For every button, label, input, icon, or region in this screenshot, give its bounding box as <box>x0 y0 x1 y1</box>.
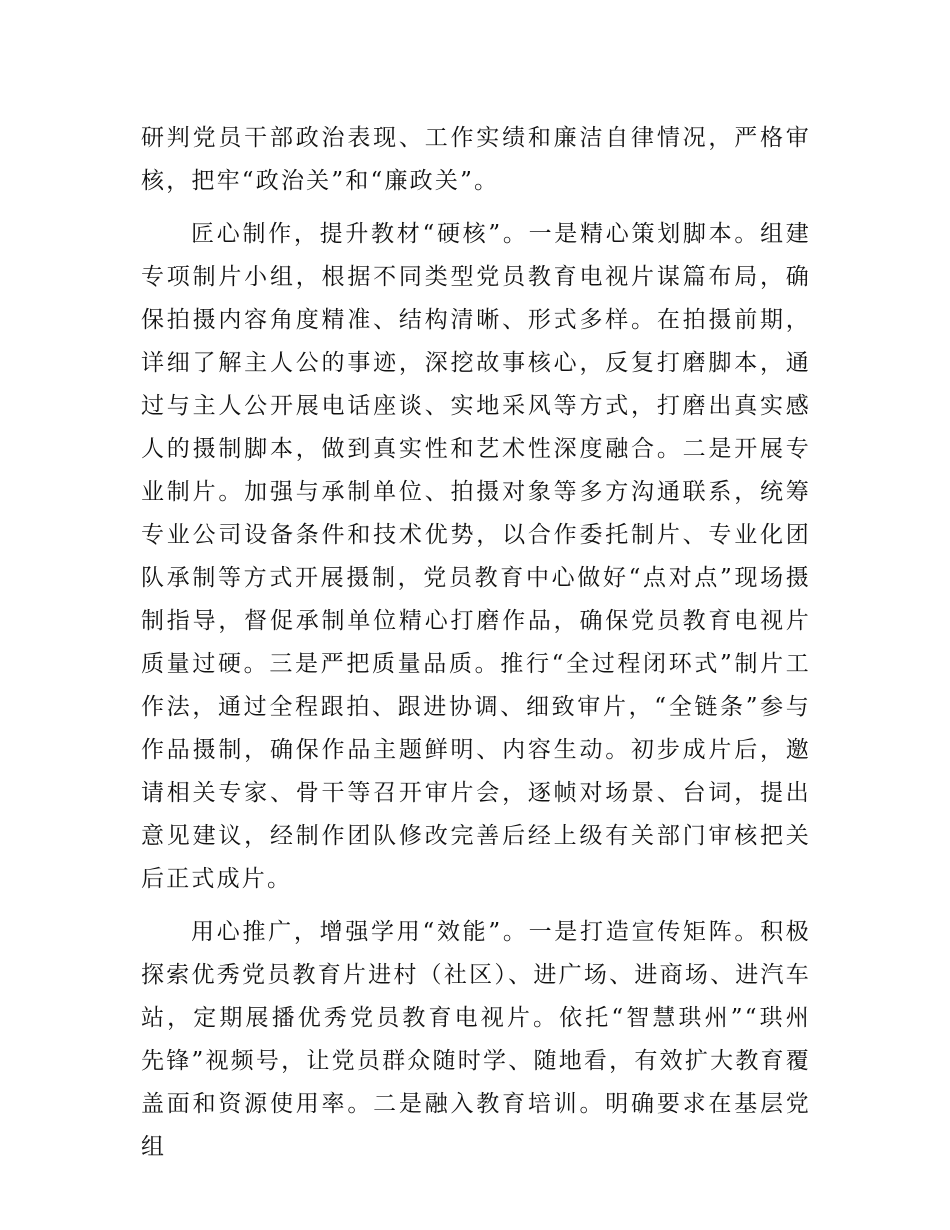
document-body <box>141 117 811 1179</box>
paragraph-continuation: 研判党员干部政治表现、工作实绩和廉洁自律情况，严格审核，把牢“政治关”和“廉政关”。 <box>141 125 811 194</box>
paragraph-promotion: 用心推广，增强学用“效能”。一是打造宣传矩阵。积极探索优秀党员教育片进村（社区）、进广场、进商场、进汽车站，定期展播优秀党员教育电视片。依托“智慧珙州”“珙州先锋”视频号，让党员群众随时学、随地看，有效扩大教育覆盖面和资源使用率。二是融入教育培训。明确要求在基层党组 <box>141 919 811 1160</box>
paragraph-craft-production: 匠心制作，提升教材“硬核”。一是精心策划脚本。组建专项制片小组，根据不同类型党员教育电视片谋篇布局，确保拍摄内容角度精准、结构清晰、形式多样。在拍摄前期，详细了解主人公的事迹，深挖故事核心，反复打磨脚本，通过与主人公开展电话座谈、实地采风等方式，打磨出真实感人的摄制脚本，做到真实性和艺术性深度融合。二是开展专业制片。加强与承制单位、拍摄对象等多方沟通联系，统筹专业公司设备条件和技术优势，以合作委托制片、专业化团队承制等方式开展摄制，党员教育中心做好“点对点”现场摄制指导，督促承制单位精心打磨作品，确保党员教育电视片质量过硬。三是严把质量品质。推行“全过程闭环式”制片工作法，通过全程跟拍、跟进协调、细致审片，“全链条”参与作品摄制，确保作品主题鲜明、内容生动。初步成片后，邀请相关专家、骨干等召开审片会，逐帧对场景、台词，提出意见建议，经制作团队修改完善后经上级有关部门审核把关后正式成片。 <box>141 221 811 892</box>
